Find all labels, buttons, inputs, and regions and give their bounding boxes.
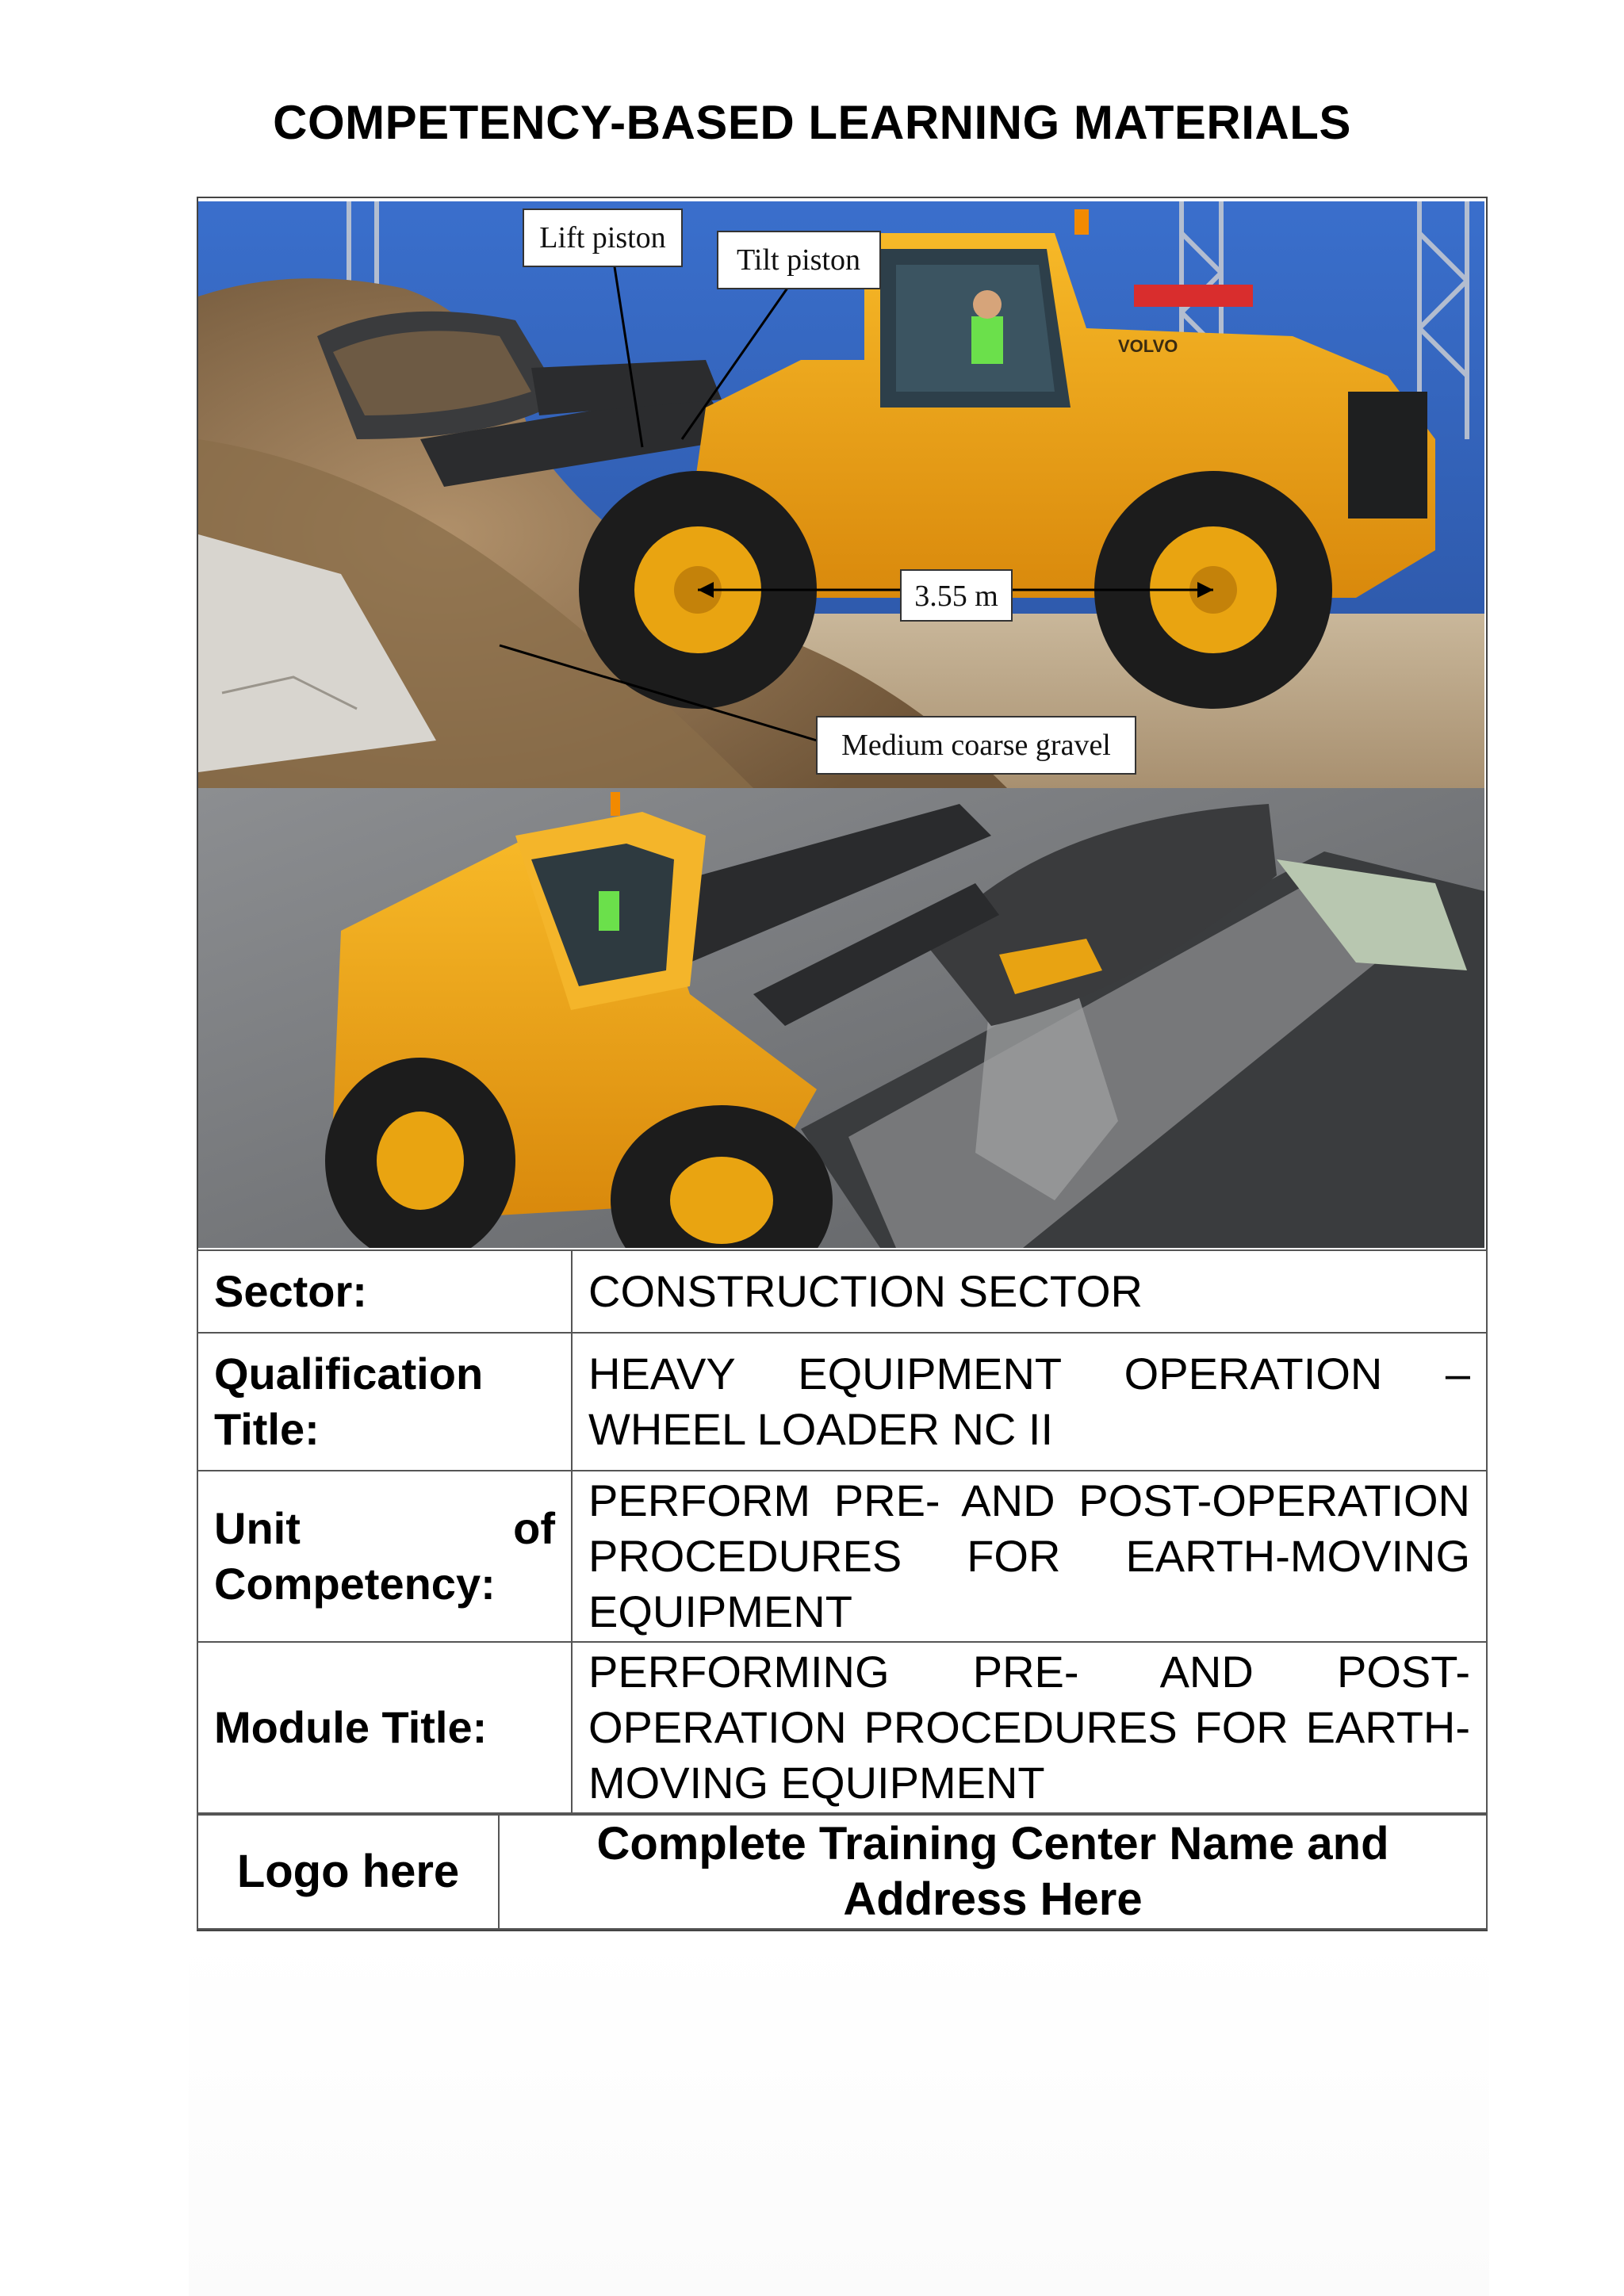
top-photo: [198, 201, 1484, 788]
table-row-qualification: [197, 1333, 1487, 1471]
page-background-shade: [189, 1934, 1489, 2296]
callout-tilt-piston: [718, 232, 880, 289]
qualification-label: Qualification Title:: [197, 1333, 572, 1471]
callout-gravel: [817, 717, 1136, 774]
logo-placeholder: Logo here: [197, 1815, 499, 1929]
sector-label: Sector:: [197, 1250, 572, 1333]
svg-text:Tilt piston: Tilt piston: [737, 243, 860, 277]
bottom-photo: [198, 788, 1484, 1248]
table-row-module: [197, 1642, 1487, 1813]
qualification-value: HEAVY EQUIPMENT OPERATION – WHEEL LOADER NC II: [572, 1333, 1487, 1471]
module-label: Module Title:: [197, 1642, 572, 1813]
cover-photo: [198, 201, 1484, 1248]
table-row-sector: [197, 1250, 1487, 1333]
info-table: [197, 1249, 1488, 1814]
svg-text:Lift piston: Lift piston: [539, 221, 666, 254]
svg-text:VOLVO: VOLVO: [1118, 336, 1178, 356]
svg-text:3.55 m: 3.55 m: [914, 580, 998, 613]
unit-value: PERFORM PRE- AND POST-OPERATION PROCEDURES FOR EARTH-MOVING EQUIPMENT: [572, 1471, 1487, 1642]
unit-label: Unit of Competency:: [197, 1471, 572, 1642]
page-title: COMPETENCY-BASED LEARNING MATERIALS: [273, 96, 1351, 149]
table-row-unit: [197, 1471, 1487, 1642]
sector-value: CONSTRUCTION SECTOR: [572, 1250, 1487, 1333]
callout-lift-piston: [523, 209, 682, 266]
callout-wheelbase: [901, 570, 1012, 621]
footer-table: [197, 1814, 1488, 1930]
svg-text:Medium coarse gravel: Medium coarse gravel: [841, 729, 1111, 762]
module-value: PERFORMING PRE- AND POST-OPERATION PROCEDURES FOR EARTH-MOVING EQUIPMENT: [572, 1642, 1487, 1813]
training-center-name: Complete Training Center Name and Address Here: [499, 1815, 1487, 1929]
